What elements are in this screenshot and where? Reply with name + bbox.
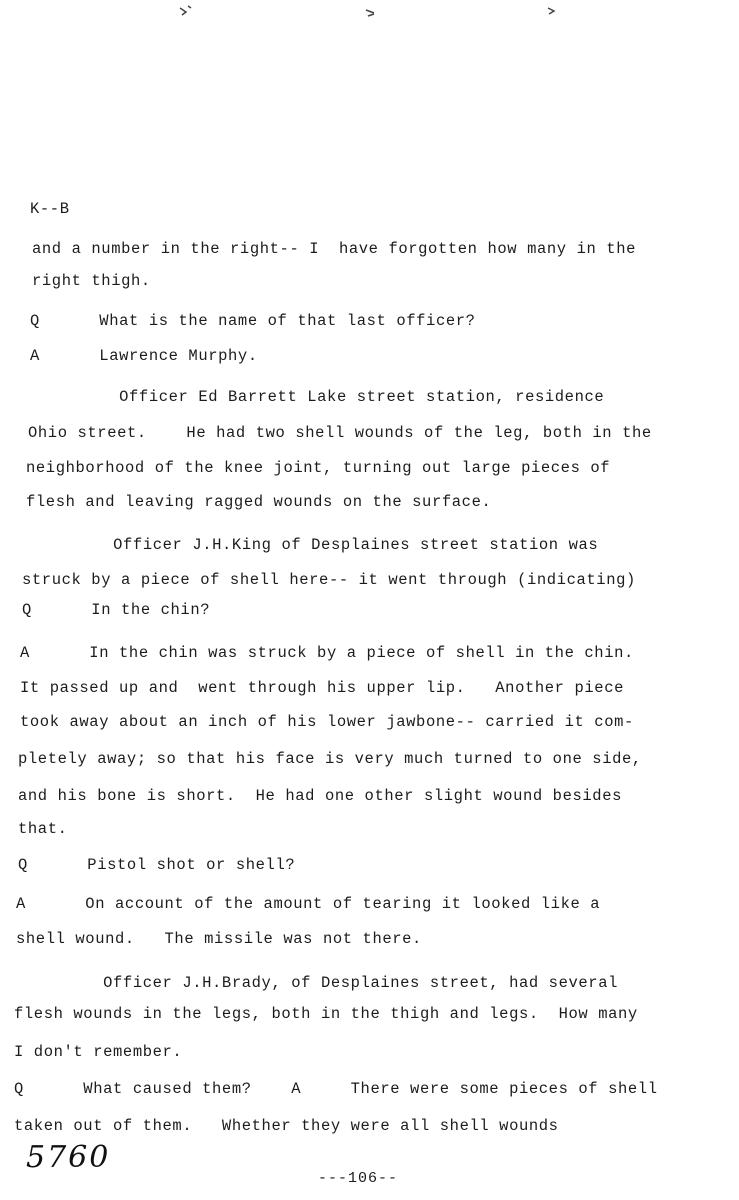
transcript-line: right thigh. [32,272,151,290]
handwritten-page-number: 5760 [26,1140,111,1175]
transcript-line: and a number in the right-- I have forgotten how many in the [32,240,636,258]
transcript-line: A On account of the amount of tearing it looked like a [16,895,601,913]
transcript-line: Officer J.H.King of Desplaines street station was [24,536,599,554]
transcript-line: shell wound. The missile was not there. [16,930,422,948]
transcript-line: Q Pistol shot or shell? [18,856,296,874]
section-header: K--B [30,200,70,218]
transcript-line: Q In the chin? [22,601,211,619]
transcript-line: Q What caused them? A There were some pieces of shell [14,1080,658,1098]
transcript-line: I don't remember. [14,1043,183,1061]
transcript-line: A Lawrence Murphy. [30,347,258,365]
transcript-line: Ohio street. He had two shell wounds of the leg, both in the [28,424,652,442]
transcript-line: and his bone is short. He had one other slight wound besides [18,787,622,805]
transcript-line: neighborhood of the knee joint, turning out large pieces of [26,459,611,477]
transcript-line: pletely away; so that his face is very much turned to one side, [18,750,642,768]
transcript-line: It passed up and went through his upper lip. Another piece [20,679,624,697]
transcript-line: flesh wounds in the legs, both in the thigh and legs. How many [14,1005,638,1023]
transcript-line: that. [18,820,68,838]
transcript-line: taken out of them. Whether they were all shell wounds [14,1117,559,1135]
transcript-line: took away about an inch of his lower jawbone-- carried it com- [20,713,634,731]
typed-page-number: ---106-- [318,1170,399,1187]
transcript-line: Officer Ed Barrett Lake street station, residence [30,388,605,406]
transcript-line: flesh and leaving ragged wounds on the surface. [26,493,492,511]
transcript-line: struck by a piece of shell here-- it went through (indicating) [22,571,636,589]
transcript-line: Q What is the name of that last officer? [30,312,476,330]
top-punch-marks [0,0,739,30]
transcript-line: A In the chin was struck by a piece of shell in the chin. [20,644,634,662]
transcript-line: Officer J.H.Brady, of Desplaines street, had several [14,974,618,992]
